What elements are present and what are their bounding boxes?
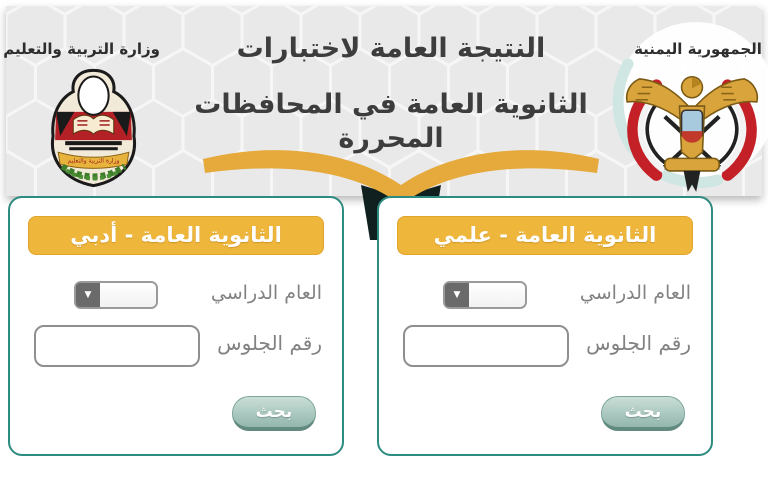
- academic-year-selected-value: [100, 283, 156, 307]
- ministry-of-education-emblem: [46, 66, 142, 192]
- chevron-down-icon[interactable]: ▼: [76, 283, 100, 307]
- academic-year-selected-value: [469, 283, 525, 307]
- seat-number-input[interactable]: [34, 325, 200, 367]
- page-title-line1: النتيجة العامة لاختبارات: [236, 33, 546, 64]
- svg-text:وزارة التربية والتعليم: وزارة التربية والتعليم: [67, 157, 120, 165]
- seat-number-label: رقم الجلوس: [586, 331, 691, 355]
- yemen-republic-eagle-emblem: [618, 58, 766, 196]
- page-title-line2: الثانوية العامة في المحافظات المحررة: [194, 89, 588, 154]
- chevron-down-icon[interactable]: ▼: [445, 283, 469, 307]
- seat-number-input[interactable]: [403, 325, 569, 367]
- page-title: [156, 32, 626, 156]
- academic-year-label: العام الدراسي: [579, 282, 691, 304]
- seat-number-label: رقم الجلوس: [217, 331, 322, 355]
- ministry-name-label: وزارة التربية والتعليم: [3, 40, 160, 58]
- panel-literary: [8, 196, 344, 456]
- republic-name-label: الجمهورية اليمنية: [634, 40, 762, 58]
- search-button[interactable]: بحث: [601, 396, 685, 431]
- scientific-panel-title: الثانوية العامة - علمي: [397, 216, 693, 255]
- literary-panel-title: الثانوية العامة - أدبي: [28, 216, 324, 255]
- panel-scientific: [377, 196, 713, 456]
- academic-year-label: العام الدراسي: [210, 282, 322, 304]
- academic-year-select[interactable]: [74, 281, 158, 309]
- search-button[interactable]: بحث: [232, 396, 316, 431]
- academic-year-select[interactable]: [443, 281, 527, 309]
- header-banner: [3, 6, 762, 196]
